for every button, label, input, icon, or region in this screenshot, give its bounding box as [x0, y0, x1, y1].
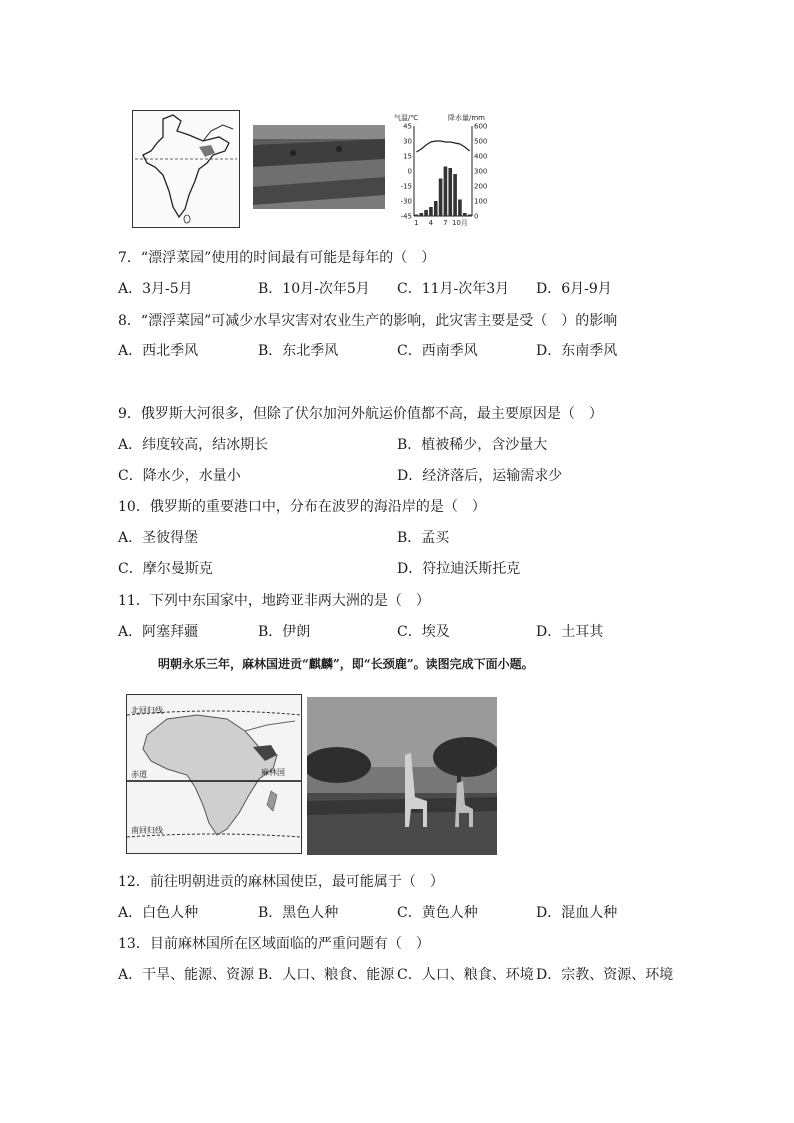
africa-map-drawing [127, 695, 301, 853]
climate-chart [392, 112, 496, 232]
climate-right-tick-label: 200 [474, 182, 488, 191]
question-8-option-d[interactable]: D．东南季风 [536, 343, 618, 359]
climate-left-tick-label: -30 [400, 197, 412, 206]
map-label-equator: 赤道 [131, 770, 147, 779]
climate-x-tick-label: 4 [428, 219, 434, 227]
climate-x-tick-label: 7 [443, 219, 448, 227]
question-10-option-b[interactable]: B．孟买 [397, 530, 450, 546]
climate-precipitation-bar [444, 167, 448, 217]
question-7-option-c[interactable]: C．11月-次年3月 [397, 281, 510, 297]
climate-left-tick-label: 15 [403, 152, 412, 161]
climate-right-tick-label: 500 [474, 137, 488, 146]
question-11-option-b[interactable]: B．伊朗 [258, 624, 311, 640]
climate-precipitation-bar [424, 210, 428, 216]
question-13-option-c[interactable]: C．人口、粮食、环境 [397, 967, 534, 983]
map-label-tropic-north: 北回归线 [131, 706, 163, 715]
climate-left-tick-label: -45 [400, 212, 412, 221]
question-12-option-d[interactable]: D．混血人种 [536, 905, 618, 921]
question-10-option-a[interactable]: A．圣彼得堡 [118, 530, 199, 546]
question-9-option-b[interactable]: B．植被稀少，含沙量大 [397, 437, 548, 453]
question-11-stem: 11．下列中东国家中，地跨亚非两大洲的是（ ） [118, 593, 430, 609]
climate-precipitation-bar [439, 179, 443, 217]
climate-ylabel-left: 气温/℃ [394, 114, 419, 122]
question-8-option-a[interactable]: A．西北季风 [118, 343, 199, 359]
floating-garden-photo-drawing [253, 125, 385, 209]
question-7-stem: 7．“漂浮菜园”使用的时间最有可能是每年的（ ） [118, 250, 436, 266]
climate-precipitation-bar [463, 213, 467, 216]
question-7-option-d[interactable]: D．6月-9月 [536, 281, 612, 297]
climate-precipitation-bar [419, 213, 423, 216]
climate-left-tick-label: 45 [403, 122, 412, 131]
climate-precipitation-bar [415, 215, 419, 217]
climate-temperature-line [416, 141, 469, 152]
climate-precipitation-bar [468, 215, 472, 217]
climate-x-tick-label: 10月 [451, 219, 468, 227]
climate-x-tick-label: 1 [414, 219, 419, 227]
question-12-option-c[interactable]: C．黄色人种 [397, 905, 478, 921]
question-7-option-b[interactable]: B．10月-次年5月 [258, 281, 370, 297]
climate-left-tick-label: -15 [400, 182, 412, 191]
question-11-option-c[interactable]: C．埃及 [397, 624, 450, 640]
climate-precipitation-bar [448, 168, 452, 216]
map-label-tropic-south: 南回归线 [131, 826, 163, 835]
question-13-option-a[interactable]: A．干旱、能源、资源 [118, 967, 255, 983]
question-10-stem: 10．俄罗斯的重要港口中，分布在波罗的海沿岸的是（ ） [118, 499, 486, 515]
floating-garden-photo [253, 125, 385, 209]
india-map [132, 110, 240, 228]
question-13-option-b[interactable]: B．人口、粮食、能源 [258, 967, 395, 983]
question-7-option-a[interactable]: A．3月-5月 [118, 281, 193, 297]
passage-text: 明朝永乐三年，麻林国进贡“麒麟”，即“长颈鹿”。读图完成下面小题。 [158, 657, 534, 671]
giraffe-photo [307, 697, 497, 855]
climate-left-tick-label: 30 [403, 137, 412, 146]
question-8-option-c[interactable]: C．西南季风 [397, 343, 478, 359]
climate-right-tick-label: 600 [474, 122, 488, 131]
question-9-option-a[interactable]: A．纬度较高，结冰期长 [118, 437, 269, 453]
climate-precipitation-bar [458, 200, 462, 217]
climate-right-tick-label: 300 [474, 167, 488, 176]
question-10-option-c[interactable]: C．摩尔曼斯克 [118, 561, 213, 577]
climate-chart-svg [392, 112, 496, 232]
question-12-option-b[interactable]: B．黑色人种 [258, 905, 339, 921]
climate-right-tick-label: 100 [474, 197, 488, 206]
climate-right-tick-label: 0 [474, 212, 479, 221]
question-9-option-d[interactable]: D．经济落后，运输需求少 [397, 468, 563, 484]
climate-ylabel-right: 降水量/mm [448, 114, 485, 122]
climate-precipitation-bar [453, 174, 457, 216]
giraffe-photo-drawing [307, 697, 497, 855]
climate-precipitation-bar [429, 207, 433, 216]
question-13-option-d[interactable]: D．宗教、资源、环境 [536, 967, 674, 983]
africa-map [126, 694, 302, 854]
question-12-option-a[interactable]: A．白色人种 [118, 905, 199, 921]
question-10-option-d[interactable]: D．符拉迪沃斯托克 [397, 561, 521, 577]
question-9-option-c[interactable]: C．降水少，水量小 [118, 468, 241, 484]
question-9-stem: 9．俄罗斯大河很多，但除了伏尔加河外航运价值都不高，最主要原因是（ ） [118, 406, 603, 422]
question-13-stem: 13．目前麻林国所在区域面临的严重问题有（ ） [118, 936, 430, 952]
map-label-malin: 麻林国 [261, 768, 285, 777]
question-12-stem: 12．前往明朝进贡的麻林国使臣，最可能属于（ ） [118, 874, 444, 890]
india-map-drawing [133, 111, 239, 227]
question-8-option-b[interactable]: B．东北季风 [258, 343, 339, 359]
climate-precipitation-bar [434, 201, 438, 216]
question-11-option-a[interactable]: A．阿塞拜疆 [118, 624, 199, 640]
question-8-stem: 8．“漂浮菜园”可减少水旱灾害对农业生产的影响，此灾害主要是受（ ）的影响 [118, 313, 618, 329]
question-11-option-d[interactable]: D．土耳其 [536, 624, 604, 640]
climate-right-tick-label: 400 [474, 152, 488, 161]
climate-left-tick-label: 0 [407, 167, 412, 176]
